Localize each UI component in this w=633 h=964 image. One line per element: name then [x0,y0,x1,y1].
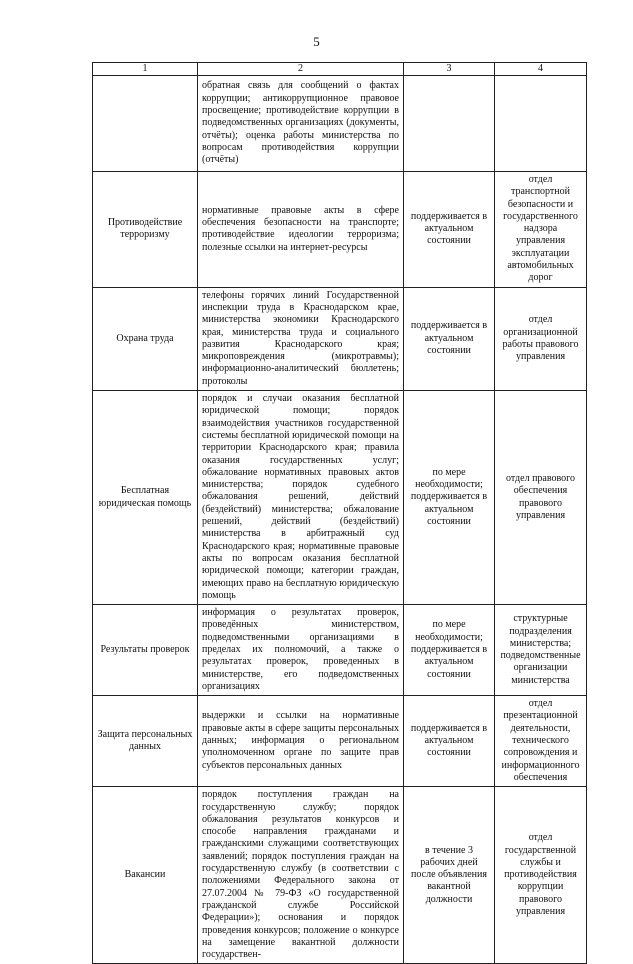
section-name: Бесплатная юридическая помощь [93,391,198,605]
table-row [93,391,587,605]
table-row [93,287,587,390]
section-name: Противодействие терроризму [93,172,198,288]
update-period: по мере необходимости; поддерживается в актуальном состоянии [404,391,495,605]
section-content: телефоны горячих линий Государственной инспекции труда в Краснодарском крае, министерства экономики Краснодарского края, министерства труда и социального развития Краснодарского края; микроповреждения (микротравмы); информационно-аналитический бюллетень; протоколы [198,287,404,390]
table-row [93,172,587,288]
responsible-unit [495,76,587,172]
section-content: нормативные правовые акты в сфере обеспечения безопасности на транспорте; противодействие идеологии терроризма; полезные ссылки на интернет-ресурсы [198,172,404,288]
section-name: Защита персональных данных [93,696,198,787]
section-content: информация о результатах проверок, проведённых министерством, подведомственными организациями в пределах их полномочий, а также о результатах проверок, проведенных в министерстве, его подведомственных организациях [198,605,404,696]
section-content: выдержки и ссылки на нормативные правовые акты в сфере защиты персональных данных; информация о региональном уполномоченном органе по защите прав субъектов персональных данных [198,696,404,787]
section-content: порядок поступления граждан на государственную службу; порядок обжалования результатов конкурсов и способе направления гражданами и гражданскими служащими соответствующих заявлений; порядок поступления граждан на государственную службу (в соответствии с положениями Федерального закона от 27.07.2004 № 79-ФЗ «О государственной гражданской службе Российской Федерации»); основания и порядок проведения конкурсов; положение о конкурсе на замещение вакантной должности государствен- [198,787,404,964]
responsible-unit: отдел транспортной безопасности и государственного надзора управления эксплуатации автомобильных дорог [495,172,587,288]
update-period: поддерживается в актуальном состоянии [404,696,495,787]
responsible-unit: отдел правового обеспечения правового управления [495,391,587,605]
responsible-unit: отдел презентационной деятельности, технического сопровождения и информационного обеспечения [495,696,587,787]
section-content: порядок и случаи оказания бесплатной юридической помощи; порядок взаимодействия участников государственной системы бесплатной юридической помощи на территории Краснодарского края; правила оказания государственных услуг; обжалование нормативных правовых актов министерства; порядок судебного обжалования решений, действий (бездействий) министерства; обжалование решений, действий (бездействий) министерства в арбитражный суд Краснодарского края; нормативные правовые акты по вопросам оказания бесплатной юридической помощи; категории граждан, имеющих право на бесплатную юридическую помощь [198,391,404,605]
table-row [93,696,587,787]
column-number-4: 4 [495,63,587,76]
section-name [93,76,198,172]
update-period: поддерживается в актуальном состоянии [404,287,495,390]
update-period: по мере необходимости; поддерживается в актуальном состоянии [404,605,495,696]
table-row [93,787,587,964]
table-row [93,605,587,696]
responsible-unit: отдел организационной работы правового управления [495,287,587,390]
document-table [92,62,587,964]
responsible-unit: структурные подразделения министерства; подведомственные организации министерства [495,605,587,696]
column-number-2: 2 [198,63,404,76]
table-row [93,76,587,172]
section-name: Вакансии [93,787,198,964]
page-number: 5 [313,34,320,49]
update-period: в течение 3 рабочих дней после объявления вакантной должности [404,787,495,964]
column-number-3: 3 [404,63,495,76]
responsible-unit: отдел государственной службы и противодействия коррупции правового управления [495,787,587,964]
section-name: Охрана труда [93,287,198,390]
section-name: Результаты проверок [93,605,198,696]
column-number-1: 1 [93,63,198,76]
update-period: поддерживается в актуальном состоянии [404,172,495,288]
table-header-row [93,63,587,76]
update-period [404,76,495,172]
section-content: обратная связь для сообщений о фактах коррупции; антикоррупционное правовое просвещение; противодействие коррупции в подведомственных организациях (документы, отчёты); оценка работы министерства по вопросам противодействия коррупции (отчёты) [198,76,404,172]
